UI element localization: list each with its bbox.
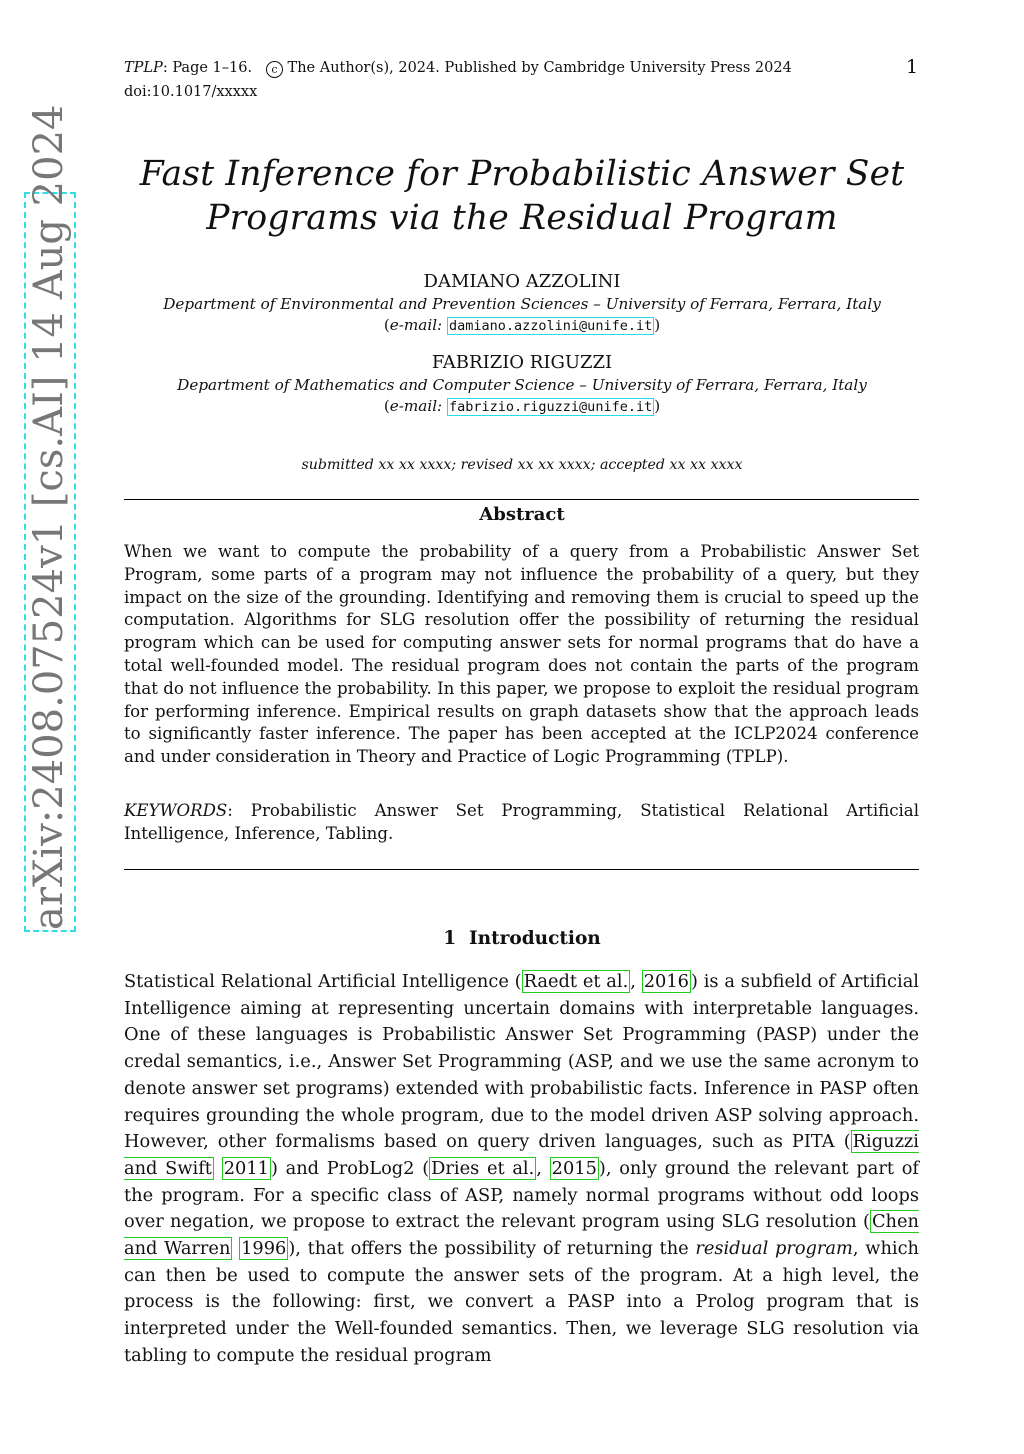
citation-year-link[interactable]: 1996 <box>241 1238 287 1260</box>
title-line-2: Programs via the Residual Program <box>206 198 838 238</box>
citation-year-link[interactable]: 2016 <box>643 971 689 992</box>
author-affiliation: Department of Environmental and Prevention Sciences – University of Ferrara, Ferrara, Italy <box>163 295 881 313</box>
page-number: 1 <box>906 56 919 78</box>
citation-link[interactable]: Dries et al. <box>431 1157 535 1179</box>
section-title: Introduction <box>469 928 601 949</box>
email-link[interactable]: damiano.azzolini@unife.it <box>449 318 653 334</box>
author-email-line: (e-mail: fabrizio.riguzzi@unife.it ) <box>383 397 661 415</box>
email-link[interactable]: fabrizio.riguzzi@unife.it <box>449 399 653 415</box>
citation-link[interactable]: Raedt et al. <box>523 971 629 992</box>
doi: doi:10.1017/xxxxx <box>124 84 258 100</box>
author-name: FABRIZIO RIGUZZI <box>431 352 613 373</box>
intro-paragraph: Statistical Relational Artificial Intelligence ( Raedt et al. , 2016 ) is a subfield of Artificial Intelligence aiming at representing uncertain domains with interpretable languages. One of these languages is Probabilistic Answer Set Programming (PASP) under the credal semantics, i.e., Answer Set Programming (ASP, and we use the same acronym to denote answer set programs) extended with probabilistic facts. Inference in PASP often requires grounding the whole program, due to the model driven ASP solving approach. However, other formalisms based on query driven languages, such as PITA ( Riguzzi and Swift 2011 ) and ProbLog2 ( Dries et al. , 2015 ), only ground the relevant part of the program. For a specific class of ASP, namely normal programs without odd loops over negation, we propose to extract the relevant program using SLG resolution ( Chen and Warren 1996 ), that offers the possibility of returning the residual program, which can then be used to compute the answer sets of the program. At a high level, the process is the following: first, we convert a PASP into a Prolog program that is interpreted under the Well-founded semantics. Then, we leverage SLG resolution via tabling to compute the residual program <box>124 971 920 1366</box>
section-number: 1 <box>443 928 457 949</box>
citation-year-link[interactable]: 2015 <box>551 1157 597 1179</box>
title-line-1: Fast Inference for Probabilistic Answer Set <box>139 154 905 194</box>
copyright-icon: c <box>266 61 283 78</box>
author-name: DAMIANO AZZOLINI <box>423 271 621 292</box>
divider-bottom <box>124 869 919 870</box>
abstract-text: When we want to compute the probability of a query from a Probabilistic Answer Set Program, some parts of a program may not influence the probability of a query, but they impact on the size of the grounding. Identifying and removing them is crucial to speed up the computation. Algorithms for SLG resolution offer the possibility of returning the residual program which can be used for computing answer sets for normal programs that do have a total well-founded model. The residual program does not contain the parts of the program that do not influence the probability. In this paper, we propose to exploit the residual program for performing inference. Empirical results on graph datasets show that the approach leads to significantly faster inference. The paper has been accepted at the ICLP2024 conference and under consideration in Theory and Practice of Logic Programming (TPLP). <box>124 542 919 767</box>
citation-link[interactable]: Riguzzi and Swift <box>124 1131 919 1179</box>
citation-link[interactable]: Chen and Warren <box>124 1211 919 1260</box>
paper-title <box>124 152 920 240</box>
section-heading <box>124 928 920 949</box>
emphasis-residual-program: residual program <box>695 1238 853 1260</box>
keywords-label: KEYWORDS <box>124 801 228 820</box>
journal-name: TPLP <box>124 60 163 76</box>
author-email-line: (e-mail: damiano.azzolini@unife.it ) <box>383 316 661 334</box>
citation-year-link[interactable]: 2011 <box>223 1157 269 1179</box>
email-label: e-mail: <box>389 397 443 415</box>
abstract-heading: Abstract <box>479 504 565 525</box>
arxiv-sidebar-stamp[interactable] <box>24 104 76 932</box>
arxiv-id[interactable]: arXiv:2408.07524v1 [cs.AI] 14 Aug 2024 <box>26 104 72 930</box>
author-affiliation: Department of Mathematics and Computer Science – University of Ferrara, Ferrara, Italy <box>177 376 867 394</box>
submission-dates: submitted xx xx xxxx; revised xx xx xxxx; accepted xx xx xxxx <box>301 457 743 473</box>
email-label: e-mail: <box>389 316 443 334</box>
copyright-text: The Author(s), 2024. Published by Cambridge University Press 2024 <box>287 60 792 76</box>
keywords <box>124 800 919 846</box>
divider-top <box>124 499 919 500</box>
running-header <box>124 58 792 79</box>
page-range: : Page 1–16. <box>162 60 253 76</box>
keywords-text: : Probabilistic Answer Set Programming, Statistical Relational Artificial Intelligence, Inference, Tabling. <box>124 801 919 843</box>
